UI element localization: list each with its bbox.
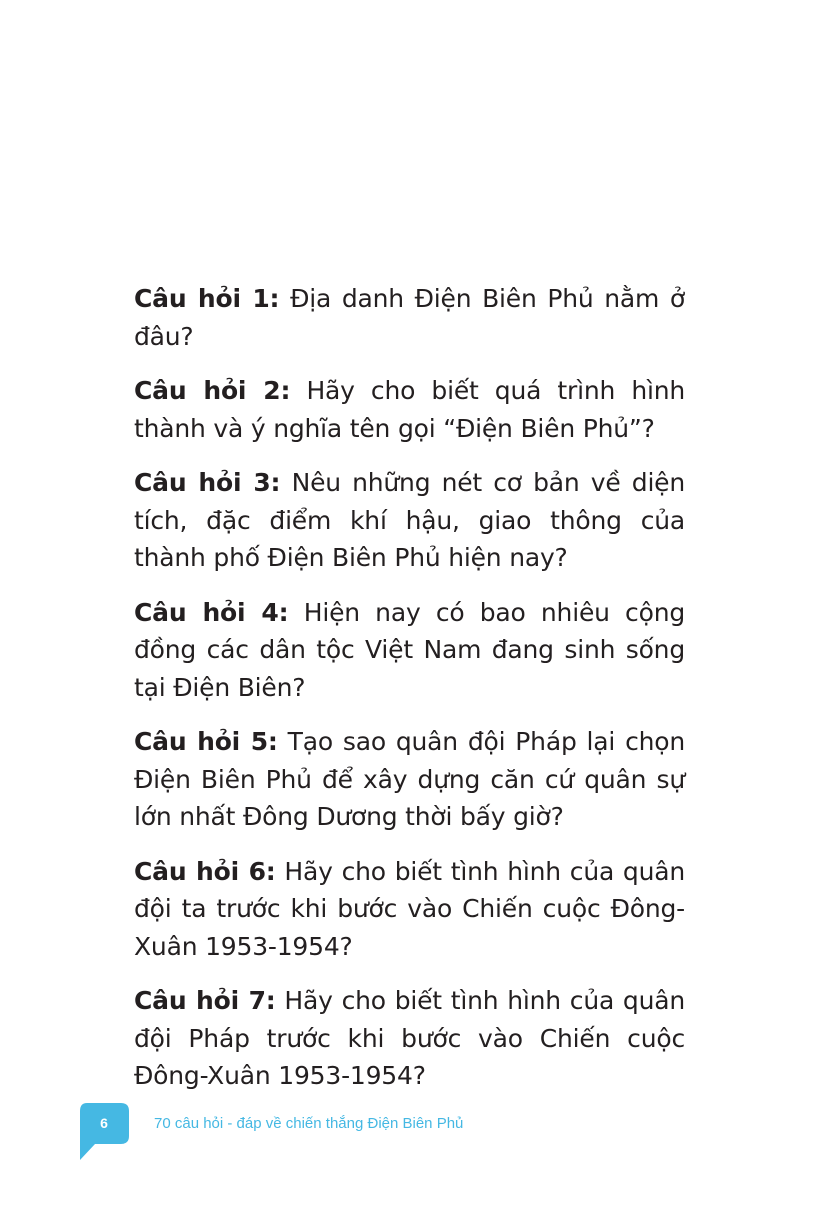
question-label: Câu hỏi 4: bbox=[134, 597, 289, 627]
question-2 bbox=[134, 372, 685, 447]
question-label: Câu hỏi 6: bbox=[134, 856, 276, 886]
question-label: Câu hỏi 5: bbox=[134, 727, 278, 756]
question-label: Câu hỏi 7: bbox=[134, 986, 276, 1015]
question-text: Tạo sao quân đội Pháp lại chọn Điện Biên Phủ để xây dựng căn cứ quân sự lớn nhất Đông Dương thời bấy giờ? bbox=[134, 727, 686, 831]
question-label: Câu hỏi 1: bbox=[134, 284, 280, 313]
question-3 bbox=[134, 464, 685, 577]
question-list bbox=[134, 280, 685, 1112]
question-7 bbox=[134, 982, 685, 1095]
question-text: Nêu những nét cơ bản về diện tích, đặc điểm khí hậu, giao thông của thành phố Điện Biên Phủ hiện nay? bbox=[134, 468, 686, 572]
question-text: Hãy cho biết quá trình hình thành và ý nghĩa tên gọi “Điện Biên Phủ”? bbox=[134, 376, 685, 443]
question-text: Hiện nay có bao nhiêu cộng đồng các dân tộc Việt Nam đang sinh sống tại Điện Biên? bbox=[134, 597, 686, 702]
page-badge bbox=[79, 1103, 129, 1161]
question-text: Hãy cho biết tình hình của quân đội Pháp trước khi bước vào Chiến cuộc Đông-Xuân 1953-1954? bbox=[134, 986, 686, 1090]
question-label: Câu hỏi 3: bbox=[134, 468, 281, 497]
question-4 bbox=[134, 594, 685, 707]
speech-bubble-icon bbox=[79, 1103, 129, 1161]
running-title: 70 câu hỏi - đáp về chiến thắng Điện Biên Phủ bbox=[154, 1115, 464, 1132]
question-1 bbox=[134, 280, 685, 355]
page-number: 6 bbox=[100, 1115, 108, 1131]
question-5 bbox=[134, 723, 685, 836]
page-footer bbox=[79, 1103, 779, 1161]
question-text: Hãy cho biết tình hình của quân đội ta trước khi bước vào Chiến cuộc Đông-Xuân 1953-1954? bbox=[134, 856, 686, 961]
question-label: Câu hỏi 2: bbox=[134, 376, 291, 405]
question-6 bbox=[134, 853, 685, 966]
question-text: Địa danh Điện Biên Phủ nằm ở đâu? bbox=[134, 284, 686, 351]
